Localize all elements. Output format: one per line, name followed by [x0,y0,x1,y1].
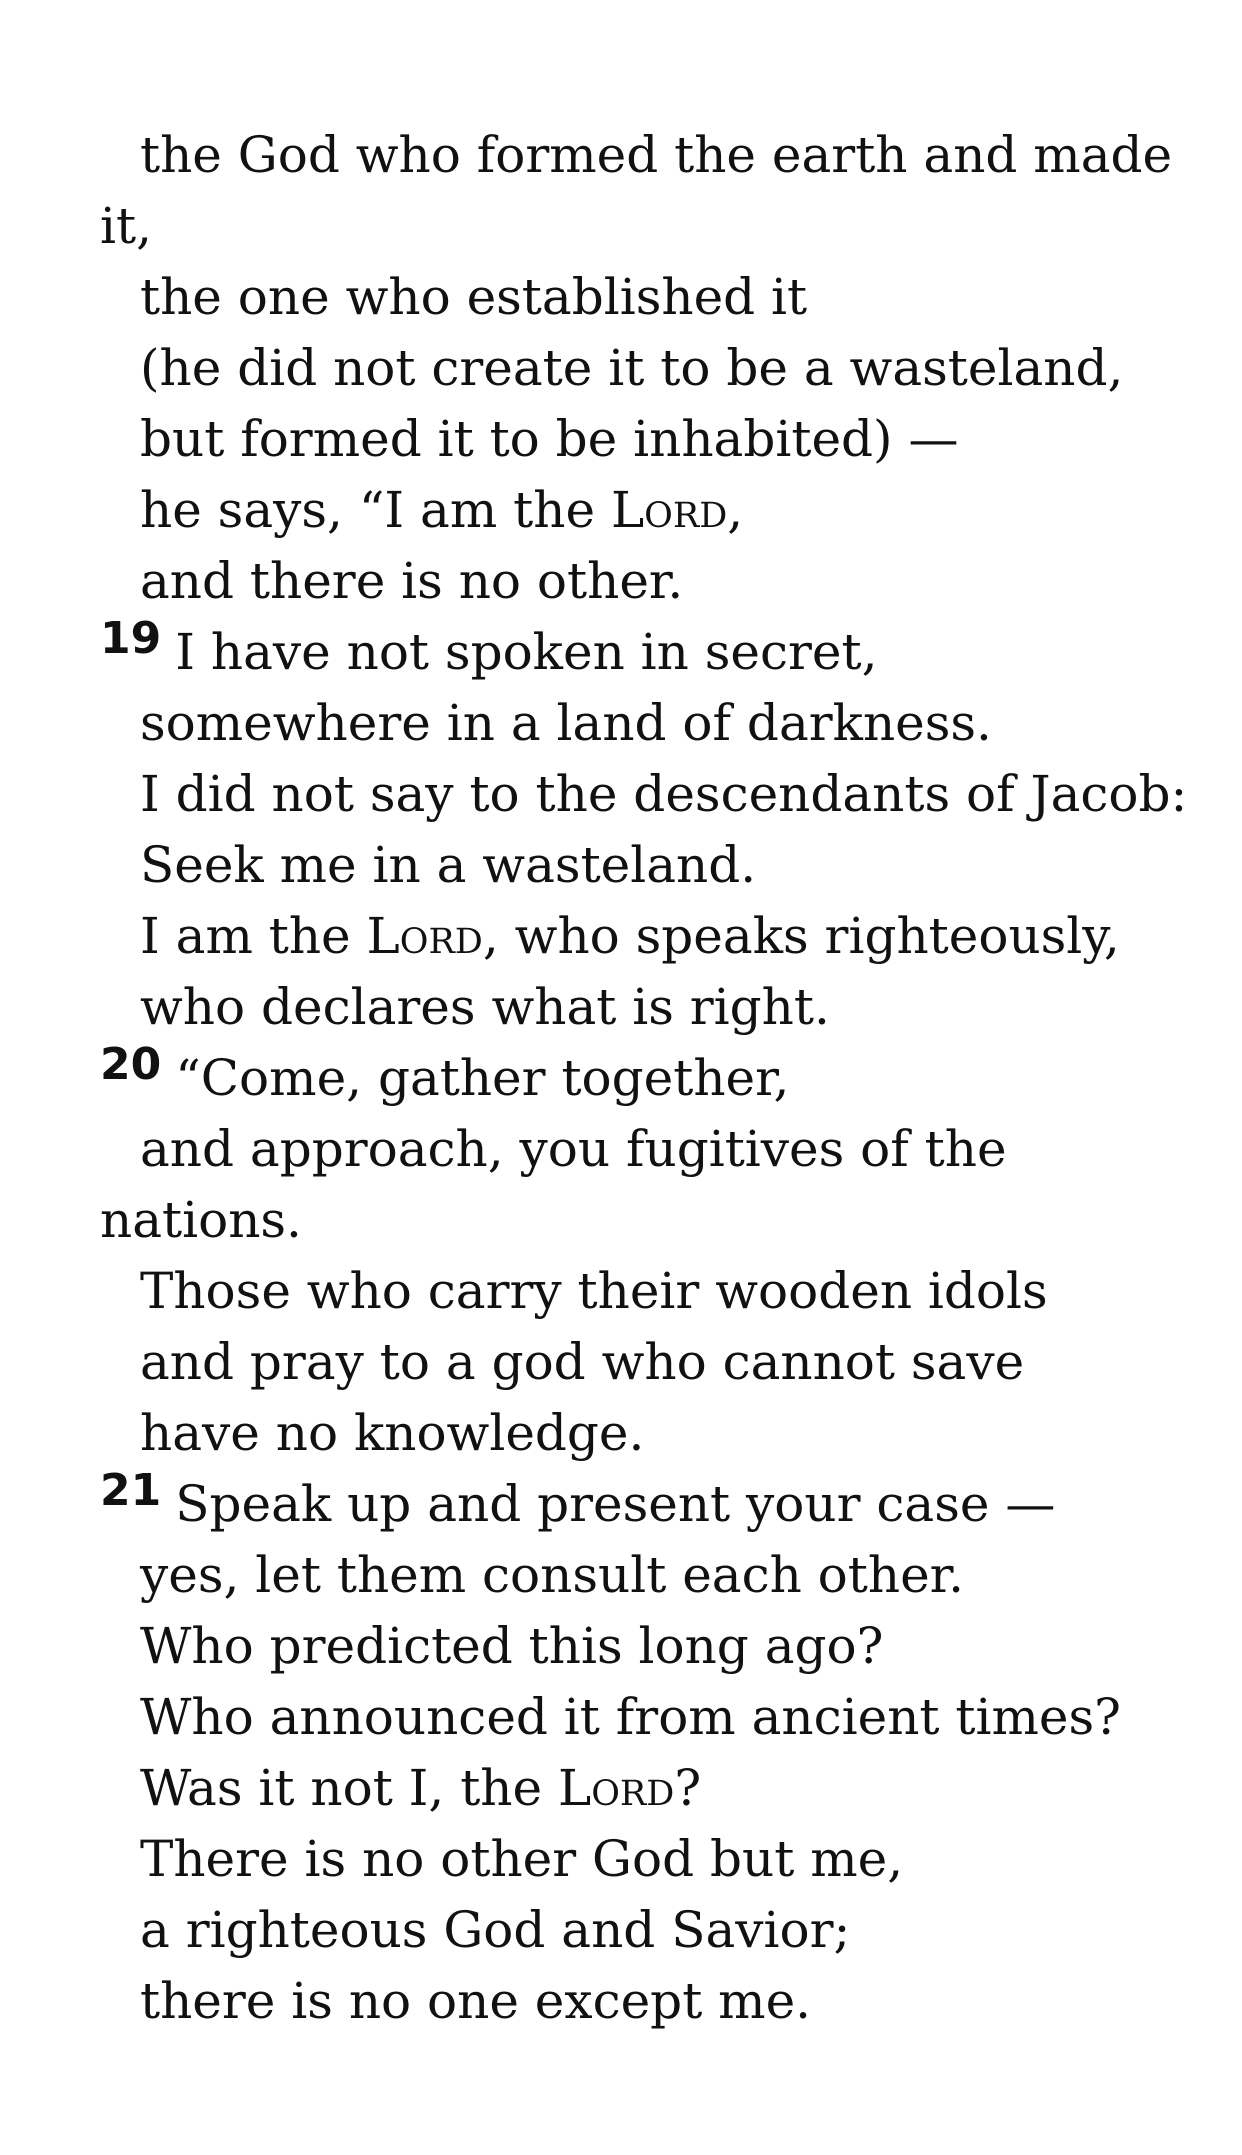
poem-line: There is no other God but me, [140,1830,904,1888]
poem-line: (he did not create it to be a wasteland, [140,339,1124,397]
poem-line: somewhere in a land of darkness. [140,694,992,752]
poem-line: and approach, you fugitives of the [140,1120,1007,1178]
poem-line: Seek me in a wasteland. [140,836,757,894]
verse-21-start [0,1465,1242,1540]
line-text: , [727,481,744,539]
poem-line: but formed it to be inhabited) — [140,410,959,468]
poem-line: I did not say to the descendants of Jacob: [140,765,1188,823]
poem-line: Those who carry their wooden idols [140,1262,1048,1320]
verse-number: 21 [100,1465,162,1516]
scripture-text [0,120,1242,2037]
lord-small-caps: Lord [610,481,728,539]
poem-line: there is no one except me. [140,1972,812,2030]
line-text: I am the [140,907,367,965]
poem-line: who declares what is right. [140,978,830,1036]
line-text: Was it not I, the [140,1759,558,1817]
poem-line [0,475,1242,546]
poem-line [0,1753,1242,1824]
line-text: , who speaks righteously, [482,907,1120,965]
line-text: I have not spoken in secret, [175,623,878,681]
poem-line-continuation: it, [100,197,152,255]
lord-small-caps: Lord [366,907,483,965]
line-text: ? [674,1759,702,1817]
poem-line-continuation: nations. [100,1191,302,1249]
verse-number: 20 [100,1039,162,1090]
poem-line [0,901,1242,972]
poem-line: yes, let them consult each other. [140,1546,964,1604]
line-text: “Come, gather together, [175,1049,790,1107]
poem-line: Who announced it from ancient times? [140,1688,1121,1746]
lord-small-caps: Lord [558,1759,675,1817]
poem-line: and there is no other. [140,552,684,610]
verse-number: 19 [100,613,162,664]
verse-20-start [0,1039,1242,1114]
poem-line: the God who formed the earth and made [140,126,1173,184]
line-text: Speak up and present your case — [175,1475,1056,1533]
poem-line: have no knowledge. [140,1404,645,1462]
poem-line: and pray to a god who cannot save [140,1333,1025,1391]
poem-line: the one who established it [140,268,808,326]
poem-line: Who predicted this long ago? [140,1617,884,1675]
line-text: he says, “I am the [140,481,611,539]
verse-19-start [0,613,1242,688]
poem-line: a righteous God and Savior; [140,1901,851,1959]
